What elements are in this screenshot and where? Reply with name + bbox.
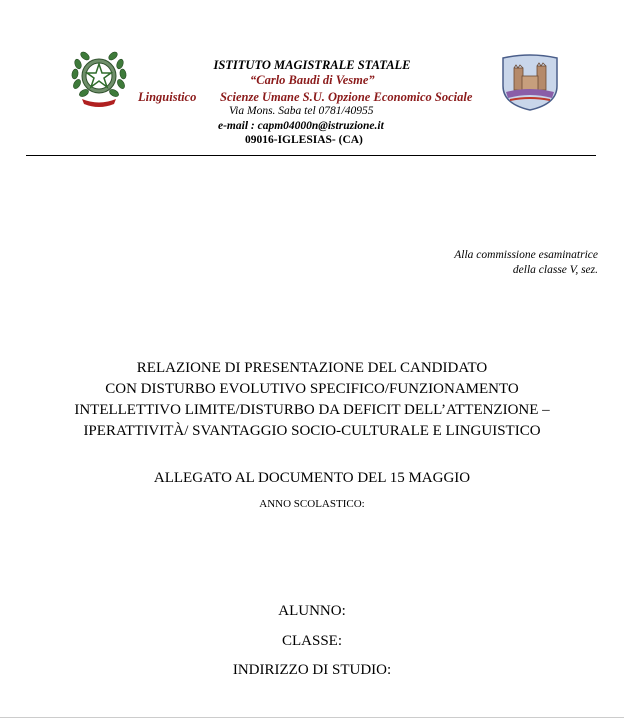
indirizzo-label: INDIRIZZO DI STUDIO:	[232, 662, 392, 678]
title-line-2: CON DISTURBO EVOLUTIVO SPECIFICO/FUNZIONAMENTO	[105, 381, 519, 397]
institute-name: ISTITUTO MAGISTRALE STATALE	[213, 58, 411, 72]
italian-republic-emblem-icon	[68, 44, 130, 108]
track-linguistico: Linguistico	[138, 90, 197, 104]
classe-label: CLASSE:	[281, 633, 342, 649]
recipient-block	[454, 248, 598, 278]
title-line-4: IPERATTIVITÀ/ SVANTAGGIO SOCIO-CULTURALE E LINGUISTICO	[83, 423, 541, 439]
recipient-line-1: Alla commissione esaminatrice	[454, 249, 598, 261]
page-bottom-edge	[0, 717, 624, 718]
allegato-heading: ALLEGATO AL DOCUMENTO DEL 15 MAGGIO	[153, 470, 471, 486]
school-name: “Carlo Baudi di Vesme”	[250, 73, 375, 87]
alunno-label: ALUNNO:	[278, 603, 346, 619]
document-title	[0, 358, 624, 442]
title-line-1: RELAZIONE DI PRESENTAZIONE DEL CANDIDATO	[136, 360, 488, 376]
header-divider	[26, 155, 596, 156]
title-line-3: INTELLETTIVO LIMITE/DISTURBO DA DEFICIT DELL’ATTENZIONE –	[74, 402, 550, 418]
school-email: e-mail : capm04000n@istruzione.it	[218, 120, 384, 132]
school-address: Via Mons. Saba tel 0781/40955	[229, 105, 374, 117]
anno-scolastico-label: ANNO SCOLASTICO:	[259, 498, 365, 510]
school-tracks: Scienze Umane S.U. Opzione Economico Sociale	[220, 90, 473, 104]
school-city: 09016-IGLESIAS- (CA)	[245, 134, 363, 146]
recipient-line-2: della classe V, sez.	[512, 264, 598, 276]
